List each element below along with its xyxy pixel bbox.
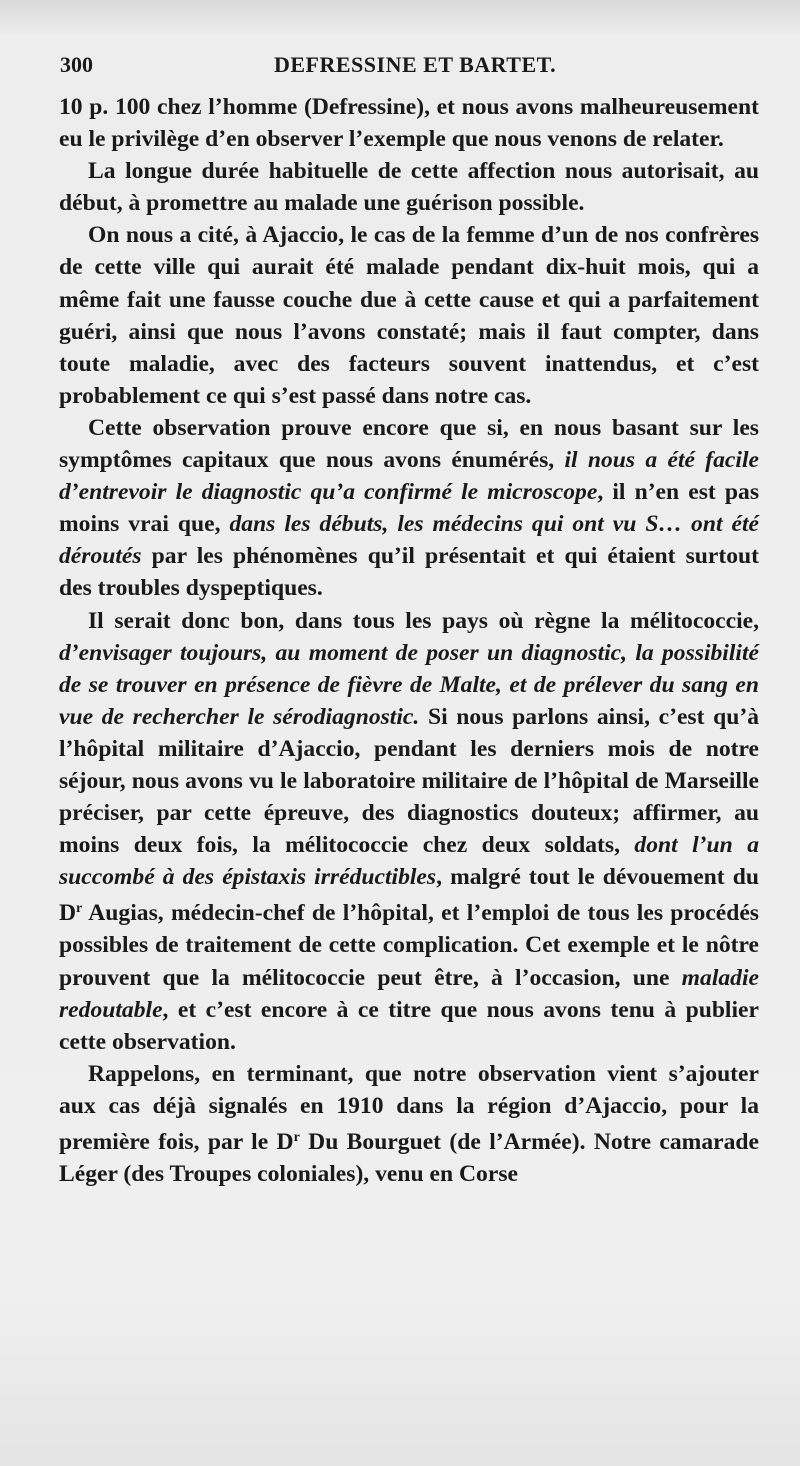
italic-run: il nous a été facile d’entrevoir le diagnostic qu’a confirmé le microscope — [59, 447, 759, 506]
text-run: 10 p. 100 chez l’homme (Defressine), et nous avons malheureusement eu le privilège d’en observer l’exemple que nous venons de relater. — [59, 94, 759, 153]
italic-run: maladie redoutable — [59, 964, 759, 1023]
italic-run: dont l’un a succombé à des épistaxis irréductibles — [59, 832, 759, 891]
paragraph-continuation — [59, 91, 759, 155]
body-text — [59, 91, 759, 1190]
superscript: r — [76, 901, 83, 917]
text-run: , et c’est encore à ce titre que nous avons tenu à publier cette observation. — [59, 996, 759, 1055]
italic-run: dans les débuts, les médecins qui ont vu S… ont été déroutés — [59, 511, 759, 570]
text-run: Augias, médecin-chef de l’hôpital, et l’emploi de tous les procédés possibles de traitement de cette complication. Cet exemple et le nôtre prouvent que la mélitococcie peut être, à l’occasion, une — [59, 900, 759, 991]
superscript: r — [293, 1130, 300, 1145]
running-head: DEFRESSINE ET BARTET. — [274, 52, 557, 77]
text-run: , malgré tout le dévouement du D — [59, 864, 760, 927]
paragraph-duration — [59, 155, 759, 219]
text-run: Il serait donc bon, dans tous les pays où règne la mélitococcie, — [88, 607, 759, 634]
text-run: Rappelons, en terminant, que notre observation vient s’ajouter aux cas déjà signalés en 1910 dans la région d’Ajaccio, pour la première fois, par le D — [59, 1060, 759, 1155]
page-header — [60, 52, 760, 82]
paragraph-observation — [59, 412, 759, 605]
paragraph-recommendation — [59, 605, 759, 1058]
text-run: , il n’en est pas moins vrai que, — [59, 479, 759, 538]
text-run: Cette observation prouve encore que si, en nous basant sur les symptômes capitaux que nous avons énumérés, — [59, 414, 759, 474]
text-run: On nous a cité, à Ajaccio, le cas de la femme d’un de nos confrères de cette ville qui aurait été malade pendant dix-huit mois, qui a même fait une fausse couche due à cette cause et qui a parfaitement guéri, ainsi que nous l’avons constaté; mais il faut compter, dans toute maladie, avec des facteurs souvent inattendus, et c’est probablement ce qui s’est passé dans notre cas. — [59, 222, 759, 409]
text-run: Si nous parlons ainsi, c’est qu’à l’hôpital militaire d’Ajaccio, pendant les derniers mois de notre séjour, nous avons vu le laboratoire militaire de l’hôpital de Marseille préciser, par cette épreuve, des diagnostics douteux; affirmer, au moins deux fois, la mélitococcie chez deux soldats, — [59, 703, 760, 859]
text-run: Du Bourguet (de l’Armée). Notre camarade Léger (des Troupes coloniales), venu en Corse — [59, 1129, 759, 1188]
text-run: par les phénomènes qu’il présentait et qui étaient surtout des troubles dyspeptiques. — [59, 543, 759, 602]
text-run: La longue durée habituelle de cette affection nous autorisait, au début, à promettre au malade une guérison possible. — [59, 158, 759, 217]
paragraph-ajaccio-case — [59, 219, 759, 412]
paragraph-conclusion — [59, 1058, 759, 1190]
italic-run: d’envisager toujours, au moment de poser un diagnostic, la possibilité de se trouver en présence de fièvre de Malte, et de prélever du sang en vue de rechercher le sérodiagnostic. — [59, 639, 759, 730]
page-number: 300 — [60, 52, 93, 77]
